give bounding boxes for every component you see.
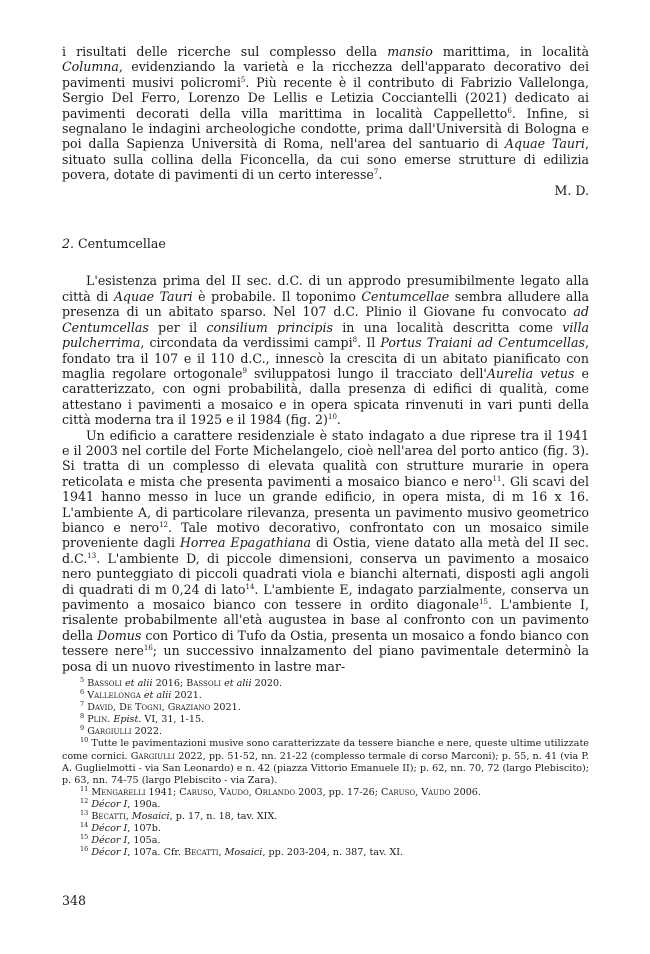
text-run: 2022, pp. 51-52, nn. 21-22 (complesso termale di corso Marconi); p. 55, n. 41 (via P. A. Guglielmotti - via San Leonardo) e n. 42 (piazza Vittorio Emanuele II); p. 62, nn. 70, 72 (largo Plebiscito); p. 63, nn. 74-75 (largo Plebiscito - via Zara). bbox=[62, 750, 589, 786]
text-run: ; un successivo innalzamento del piano pavimentale determinò la posa di un nuovo rivestimento in lastre mar- bbox=[62, 643, 590, 674]
italic-text: Columna bbox=[62, 59, 119, 75]
author-name: Vallelonga bbox=[87, 690, 141, 702]
text-run: , pp. 203-204, n. 387, tav. XI. bbox=[262, 847, 404, 859]
footnote-ref: 14 bbox=[245, 582, 255, 591]
text-run: è probabile. Il toponimo bbox=[192, 288, 362, 304]
footnote bbox=[62, 738, 589, 786]
text-run: 2016; bbox=[152, 678, 187, 689]
text-run: marittima, in località bbox=[432, 44, 590, 59]
italic-text: Domus bbox=[97, 627, 142, 643]
footnote-ref: 12 bbox=[159, 520, 168, 529]
italic-text: Portus Traiani ad Centumcellas bbox=[380, 335, 585, 351]
text-run: Un edificio a carattere residenziale è stato indagato a due riprese tra il 1941 e il 2003 nel cortile del Forte Michelangelo, cioè nell'area del porto antico (fig. 3). Si tratta di un complesso di elevata qualità con strutture murarie in opera reticolata e mista che presenta pavimenti a mosaico bianco e nero bbox=[62, 427, 589, 489]
text-run: . Gli scavi del 1941 hanno messo in luce un grande edificio, in opera mista, di m 16 x 16. L'ambiente A, di particolare rilevanza, presenta un pavimento musivo geometrico bianco e nero bbox=[62, 473, 589, 535]
author-name: Bassoli bbox=[87, 678, 122, 689]
italic-text: Décor I bbox=[91, 847, 128, 859]
text-run: , 105a. bbox=[127, 835, 161, 847]
italic-text: Aquae Tauri bbox=[113, 288, 193, 304]
text-run: , circondata da verdissimi campi bbox=[140, 335, 353, 351]
italic-text: Décor I bbox=[91, 823, 128, 835]
text-run: e caratterizzato, con ogni probabilità, dalla presenza di edifici di qualità, come attestano i pavimenti a mosaico e in opera spicata rinvenuti in vari punti della città moderna tra il 1925 e il 1984 (fig. 2) bbox=[62, 365, 589, 428]
footnote-number: 14 bbox=[80, 820, 89, 829]
footnote bbox=[62, 784, 589, 799]
section-title: Centumcellae bbox=[78, 236, 166, 252]
italic-text: mansio bbox=[387, 44, 433, 59]
italic-text: Aquae Tauri bbox=[504, 136, 585, 152]
footnote bbox=[62, 714, 589, 726]
author-name: Gargiulli bbox=[87, 726, 132, 738]
italic-text: et alii bbox=[125, 678, 153, 689]
author-name: Caruso, Vaudo bbox=[381, 786, 451, 798]
text-run: , 190a. bbox=[127, 798, 161, 810]
footnote-number: 13 bbox=[80, 808, 89, 817]
section-heading bbox=[62, 236, 589, 251]
paragraph bbox=[62, 44, 589, 183]
intro-text bbox=[62, 44, 589, 183]
italic-text: et alii bbox=[224, 678, 252, 689]
italic-text: villa pulcherrima bbox=[62, 319, 589, 351]
footnote bbox=[62, 808, 589, 823]
footnote-ref: 7 bbox=[373, 168, 379, 177]
footnote-ref: 8 bbox=[352, 335, 358, 344]
footnote-number: 10 bbox=[80, 736, 89, 745]
italic-text: Aurelia vetus bbox=[486, 365, 575, 381]
text-run: per il bbox=[148, 319, 207, 335]
author-name: Plin. bbox=[87, 714, 111, 726]
text-run: . Il bbox=[357, 335, 381, 351]
text-run: , 107b. bbox=[127, 823, 161, 835]
italic-text: Mosaici bbox=[224, 847, 263, 859]
text-run: , p. 17, n. 18, tav. XIX. bbox=[169, 811, 278, 823]
text-run: Tutte le pavimentazioni musive sono caratterizzate da tessere bianche e nere, queste ultime utilizzate come cornici. bbox=[62, 738, 589, 762]
text-run: 1941; bbox=[145, 786, 180, 798]
footnote bbox=[62, 820, 589, 835]
author-name: Becatti bbox=[184, 847, 219, 859]
text-run: . L'ambiente I, risalente probabilmente all'età augustea in base al confronto con un pavimento della bbox=[62, 597, 589, 643]
text-run: 2003, pp. 17-26; bbox=[295, 786, 381, 798]
text-run: . Più recente è il contributo di Fabrizio Vallelonga, Sergio Del Ferro, Lorenzo De Lellis e Letizia Cocciantelli (2021) dedicato ai pavimenti decorati della villa marittima in località Cappelletto bbox=[62, 74, 590, 121]
footnote-ref: 10 bbox=[327, 412, 337, 421]
paragraph bbox=[62, 273, 589, 427]
text-run: , bbox=[218, 847, 225, 859]
footnote-ref: 5 bbox=[240, 75, 246, 84]
text-run: di Ostia, viene datato alla metà del II sec. d.C. bbox=[62, 535, 589, 566]
page-number: 348 bbox=[62, 893, 87, 908]
text-run: sviluppatosi lungo il tracciato dell' bbox=[246, 365, 487, 381]
footnote-ref: 16 bbox=[143, 644, 153, 653]
text-run: . bbox=[336, 412, 341, 428]
text-run: , bbox=[125, 811, 132, 823]
footnote-number: 9 bbox=[80, 724, 85, 733]
page-body bbox=[62, 44, 589, 674]
footnote-number: 8 bbox=[80, 712, 85, 721]
text-run: VI, 31, 1-15. bbox=[141, 714, 205, 726]
text-run: in una località descritta come bbox=[332, 319, 563, 335]
section-number: 2. bbox=[62, 236, 75, 252]
footnote-ref: 9 bbox=[242, 366, 247, 375]
italic-text: Horrea Epagathiana bbox=[179, 535, 312, 551]
text-run: , fondato tra il 107 e il 110 d.C., innescò la crescita di un abitato pianificato con maglia regolare ortogonale bbox=[62, 335, 589, 381]
text-run: , 107a. Cfr. bbox=[127, 847, 185, 859]
text-run: 2020. bbox=[251, 678, 283, 689]
italic-text: Mosaici bbox=[131, 811, 170, 823]
footnote-number: 15 bbox=[80, 833, 89, 842]
text-run: i risultati delle ricerche sul complesso della bbox=[62, 44, 388, 59]
italic-text: Décor I bbox=[91, 835, 128, 847]
italic-text: Décor I bbox=[91, 798, 128, 810]
italic-text: Epist. bbox=[113, 714, 142, 726]
footnote-number: 7 bbox=[80, 700, 85, 708]
text-run: 2021. bbox=[171, 690, 202, 702]
author-name: Caruso, Vaudo, Orlando bbox=[179, 786, 296, 798]
text-run: con Portico di Tufo da Ostia, presenta un mosaico a fondo bianco con tessere nere bbox=[62, 627, 589, 659]
italic-text: consilium principis bbox=[206, 319, 333, 335]
footnote bbox=[62, 702, 589, 714]
italic-text: et alii bbox=[143, 690, 172, 702]
text-run: . Tale motivo decorativo, confrontato con un mosaico simile proveniente dagli bbox=[62, 519, 589, 551]
italic-text: ad Centumcellas bbox=[62, 304, 589, 335]
footnote-number: 16 bbox=[80, 845, 89, 854]
footnote-ref: 15 bbox=[479, 597, 488, 606]
footnote bbox=[62, 796, 589, 811]
author-name: Becatti bbox=[91, 811, 126, 823]
text-run: , evidenziando la varietà e la ricchezza dell'apparato decorativo dei pavimenti musivi policromi bbox=[62, 59, 589, 90]
text-run: 2021. bbox=[210, 702, 241, 714]
footnote-number: 11 bbox=[80, 784, 89, 793]
footnotes bbox=[62, 675, 589, 859]
author-signature: M. D. bbox=[554, 182, 589, 198]
footnote bbox=[62, 687, 589, 702]
text-run: . L'ambiente D, di piccole dimensioni, conserva un pavimento a mosaico nero punteggiato di piccoli quadrati viola e bianchi alternati, disposti agli angoli di quadrati di m 0,24 di lato bbox=[62, 550, 589, 597]
footnote-ref: 11 bbox=[492, 474, 502, 483]
paragraph bbox=[62, 428, 589, 675]
text-run: . bbox=[378, 167, 383, 183]
text-run: 2022. bbox=[131, 726, 163, 738]
footnote-number: 6 bbox=[80, 687, 85, 696]
footnote bbox=[62, 675, 589, 690]
author-name: Mengarelli bbox=[91, 786, 146, 798]
footnote-number: 5 bbox=[80, 675, 85, 684]
text-run: 2006. bbox=[450, 786, 481, 798]
text-run: . L'ambiente E, indagato parzialmente, conserva un pavimento a mosaico bianco con tessere in ordito diagonale bbox=[62, 581, 589, 612]
footnote-ref: 6 bbox=[507, 106, 512, 115]
footnote bbox=[62, 847, 589, 859]
text-run: L'esistenza prima del II sec. d.C. di un approdo presumibilmente legato alla città di bbox=[62, 273, 589, 304]
text-run: sembra alludere alla presenza di un abitato sparso. Nel 107 d.C. Plinio il Giovane fu convocato bbox=[62, 288, 589, 320]
text-run: , situato sulla collina della Ficoncella, da cui sono emerse strutture di edilizia povera, dotate di pavimenti di un certo interesse bbox=[62, 136, 589, 183]
footnote-number: 12 bbox=[80, 796, 89, 805]
section-text bbox=[62, 273, 589, 674]
footnote bbox=[62, 726, 589, 738]
footnote bbox=[62, 835, 589, 847]
text-run: . Infine, si segnalano le indagini archeologiche condotte, prima dall'Università di Bologna e poi dalla Sapienza Università di Roma, nell'area del santuario di bbox=[62, 105, 589, 152]
author-name: David, De Togni, Graziano bbox=[87, 702, 211, 714]
footnote-ref: 13 bbox=[87, 551, 97, 560]
italic-text: Centumcellae bbox=[361, 288, 450, 304]
author-name: Gargiulli bbox=[130, 750, 176, 762]
author-name: Bassoli bbox=[186, 678, 221, 689]
